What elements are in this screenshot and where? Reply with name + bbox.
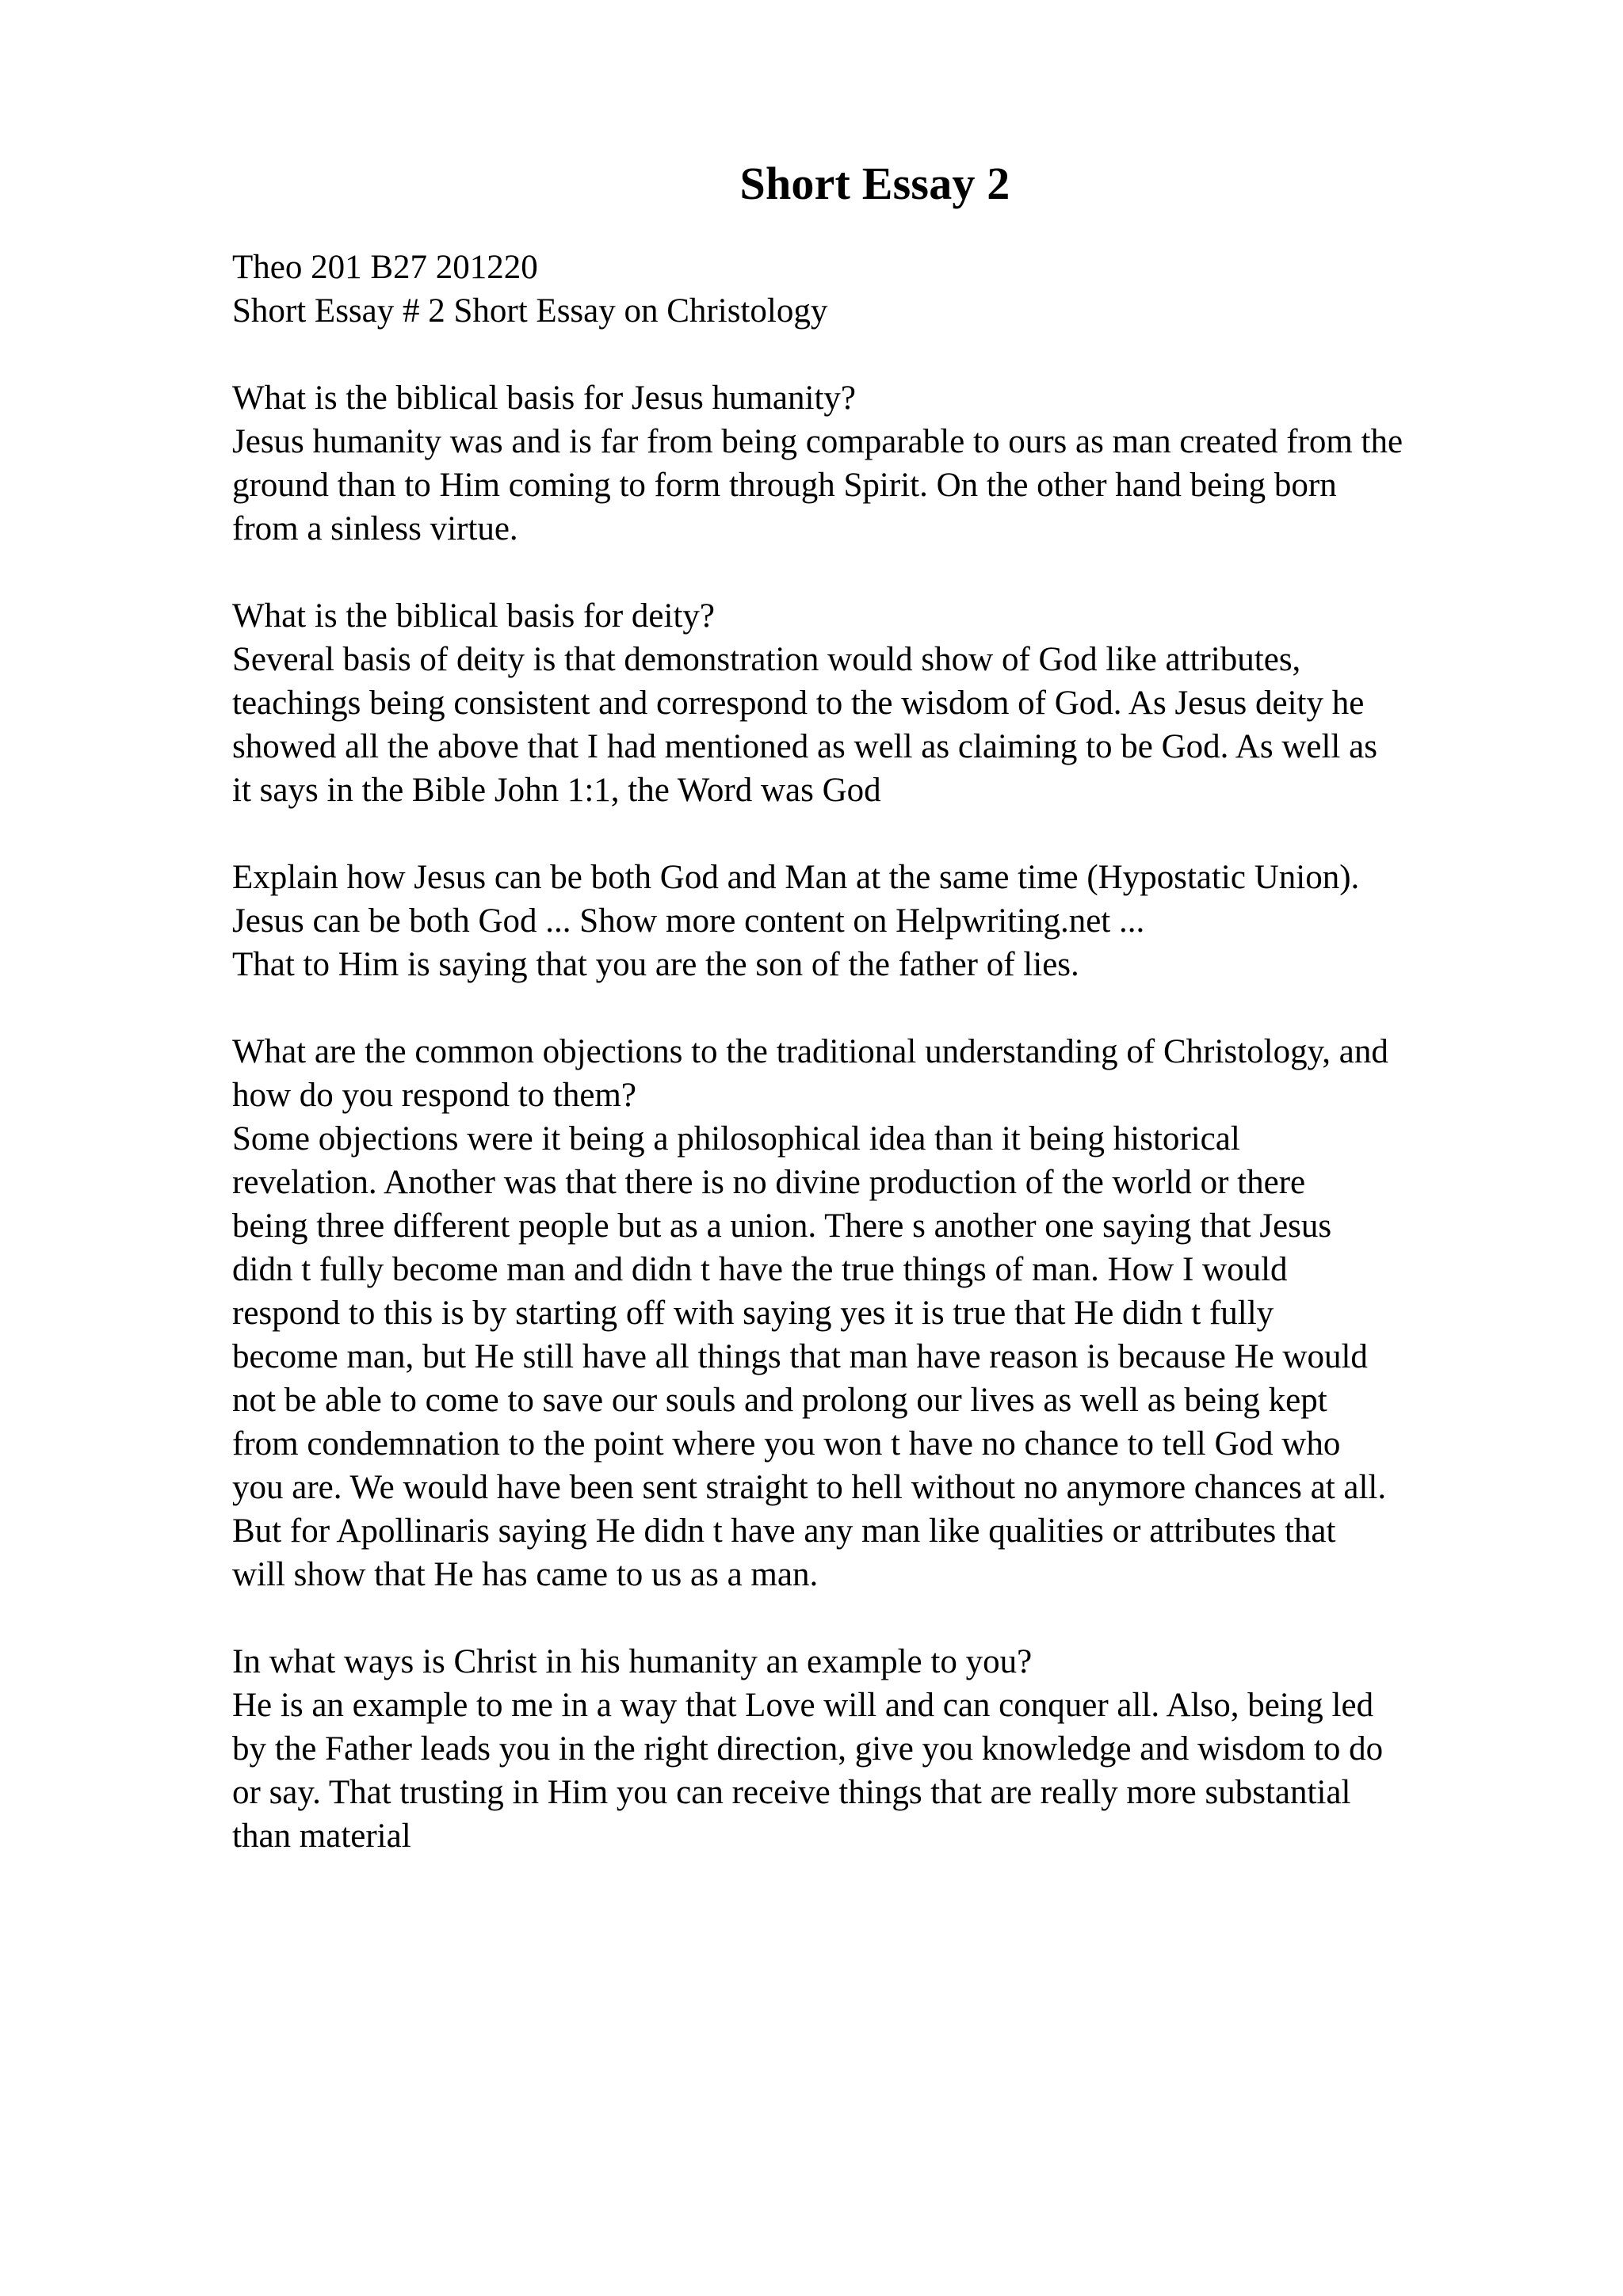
answer-4-line: revelation. Another was that there is no divine production of the world or there: [232, 1164, 1306, 1201]
answer-3-line: That to Him is saying that you are the son of the father of lies.: [232, 946, 1079, 983]
answer-1-line: Jesus humanity was and is far from being comparable to ours as man created from the: [232, 423, 1403, 460]
answer-5-line: than material: [232, 1817, 411, 1855]
answer-4-line: become man, but He still have all things that man have reason is because He would: [232, 1338, 1368, 1375]
answer-2-line: teachings being consistent and correspond to the wisdom of God. As Jesus deity he: [232, 685, 1365, 722]
question-2: What is the biblical basis for deity?: [232, 597, 715, 635]
answer-4-line: you are. We would have been sent straight to hell without no anymore chances at all.: [232, 1469, 1387, 1506]
answer-3-line: Jesus can be both God ... Show more content on Helpwriting.net ...: [232, 902, 1145, 940]
answer-1-line: ground than to Him coming to form through Spirit. On the other hand being born: [232, 467, 1337, 504]
course-code: Theo 201 B27 201220: [232, 249, 538, 286]
question-4-line: how do you respond to them?: [232, 1077, 636, 1114]
answer-4-line: didn t fully become man and didn t have the true things of man. How I would: [232, 1251, 1288, 1288]
answer-4-line: not be able to come to save our souls and prolong our lives as well as being kept: [232, 1382, 1327, 1419]
answer-5-line: He is an example to me in a way that Love will and can conquer all. Also, being led: [232, 1687, 1374, 1724]
answer-5-line: by the Father leads you in the right direction, give you knowledge and wisdom to do: [232, 1730, 1384, 1768]
document-body: [232, 246, 1532, 1858]
question-3: Explain how Jesus can be both God and Man at the same time (Hypostatic Union).: [232, 859, 1360, 896]
answer-2-line: it says in the Bible John 1:1, the Word was God: [232, 772, 881, 809]
answer-2-line: Several basis of deity is that demonstration would show of God like attributes,: [232, 641, 1301, 678]
answer-4-line: from condemnation to the point where you won t have no chance to tell God who: [232, 1425, 1341, 1463]
answer-4-line: respond to this is by starting off with saying yes it is true that He didn t fully: [232, 1295, 1274, 1332]
assignment-title: Short Essay # 2 Short Essay on Christology: [232, 292, 828, 330]
answer-1-line: from a sinless virtue.: [232, 510, 518, 547]
answer-4-line: being three different people but as a union. There s another one saying that Jesus: [232, 1207, 1332, 1245]
question-4-line: What are the common objections to the traditional understanding of Christology, and: [232, 1033, 1388, 1070]
answer-2-line: showed all the above that I had mentioned as well as claiming to be God. As well as: [232, 728, 1377, 765]
answer-4-line: Some objections were it being a philosophical idea than it being historical: [232, 1120, 1240, 1158]
question-5: In what ways is Christ in his humanity an example to you?: [232, 1643, 1033, 1680]
answer-4-line: But for Apollinaris saying He didn t have any man like qualities or attributes that: [232, 1512, 1336, 1550]
answer-5-line: or say. That trusting in Him you can receive things that are really more substantial: [232, 1774, 1351, 1811]
question-1: What is the biblical basis for Jesus humanity?: [232, 379, 856, 417]
answer-4-line: will show that He has came to us as a man.: [232, 1556, 819, 1593]
document-title: Short Essay 2: [739, 158, 1010, 209]
